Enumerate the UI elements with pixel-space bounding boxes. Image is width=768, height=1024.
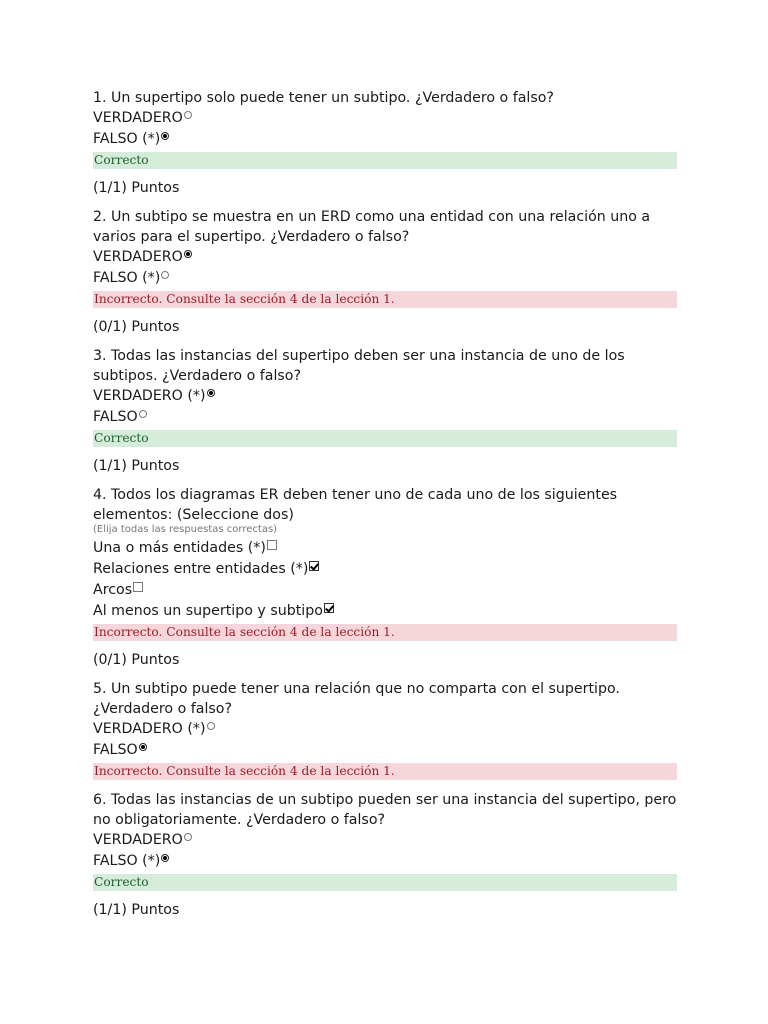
option-label: FALSO (*)	[93, 270, 161, 286]
points-score: (1/1) Puntos	[93, 180, 180, 196]
answer-option[interactable]	[93, 830, 677, 851]
answer-option[interactable]	[93, 268, 677, 289]
question-4	[93, 485, 677, 670]
question-2	[93, 207, 677, 337]
checkbox-icon[interactable]	[267, 540, 277, 550]
instruction-hint: (Elija todas las respuestas correctas)	[93, 524, 278, 535]
answer-option[interactable]	[93, 580, 677, 601]
radio-button-selected-icon[interactable]	[207, 389, 215, 397]
option-label: Relaciones entre entidades (*)	[93, 561, 309, 577]
radio-button-icon[interactable]	[161, 271, 169, 279]
points-score: (1/1) Puntos	[93, 902, 180, 918]
question-text: 4. Todos los diagramas ER deben tener uno de cada uno de los siguientes elementos: (Seleccione dos)	[93, 487, 618, 523]
question-5	[93, 679, 677, 780]
answer-option[interactable]	[93, 719, 677, 740]
radio-button-selected-icon[interactable]	[161, 132, 169, 140]
option-label: VERDADERO	[93, 832, 183, 848]
checkbox-icon[interactable]	[133, 582, 143, 592]
question-text: 3. Todas las instancias del supertipo deben ser una instancia de uno de los subtipos. ¿Verdadero o falso?	[93, 348, 625, 384]
points-score: (0/1) Puntos	[93, 319, 180, 335]
option-label: FALSO (*)	[93, 853, 161, 869]
option-label: Al menos un supertipo y subtipo	[93, 603, 323, 619]
radio-button-selected-icon[interactable]	[161, 854, 169, 862]
answer-option[interactable]	[93, 538, 677, 559]
points-score: (0/1) Puntos	[93, 652, 180, 668]
option-label: FALSO	[93, 742, 138, 758]
radio-button-icon[interactable]	[139, 410, 147, 418]
option-label: FALSO	[93, 409, 138, 425]
question-text: 2. Un subtipo se muestra en un ERD como una entidad con una relación uno a varios para el supertipo. ¿Verdadero o falso?	[93, 209, 651, 245]
quiz-results	[93, 88, 677, 920]
checkbox-checked-icon[interactable]	[324, 603, 334, 613]
option-label: VERDADERO	[93, 110, 183, 126]
answer-option[interactable]	[93, 740, 677, 761]
feedback-correct: Correcto	[93, 152, 677, 169]
feedback-incorrect: Incorrecto. Consulte la sección 4 de la lección 1.	[93, 763, 677, 780]
option-label: Arcos	[93, 582, 133, 598]
answer-option[interactable]	[93, 407, 677, 428]
answer-option[interactable]	[93, 601, 677, 622]
answer-option[interactable]	[93, 108, 677, 129]
question-text: 6. Todas las instancias de un subtipo pueden ser una instancia del supertipo, pero no obligatoriamente. ¿Verdadero o falso?	[93, 792, 677, 828]
question-text: 1. Un supertipo solo puede tener un subtipo. ¿Verdadero o falso?	[93, 90, 554, 106]
points-score: (1/1) Puntos	[93, 458, 180, 474]
question-text: 5. Un subtipo puede tener una relación que no comparta con el supertipo. ¿Verdadero o falso?	[93, 681, 620, 717]
question-3	[93, 346, 677, 476]
answer-option[interactable]	[93, 851, 677, 872]
question-1	[93, 88, 677, 198]
radio-button-selected-icon[interactable]	[184, 250, 192, 258]
checkbox-checked-icon[interactable]	[309, 561, 319, 571]
question-6	[93, 790, 677, 920]
answer-option[interactable]	[93, 386, 677, 407]
option-label: VERDADERO (*)	[93, 388, 206, 404]
answer-option[interactable]	[93, 247, 677, 268]
radio-button-icon[interactable]	[184, 111, 192, 119]
feedback-incorrect: Incorrecto. Consulte la sección 4 de la lección 1.	[93, 291, 677, 308]
feedback-correct: Correcto	[93, 874, 677, 891]
radio-button-icon[interactable]	[184, 833, 192, 841]
option-label: VERDADERO (*)	[93, 721, 206, 737]
radio-button-icon[interactable]	[207, 722, 215, 730]
feedback-correct: Correcto	[93, 430, 677, 447]
option-label: FALSO (*)	[93, 131, 161, 147]
answer-option[interactable]	[93, 129, 677, 150]
option-label: VERDADERO	[93, 249, 183, 265]
feedback-incorrect: Incorrecto. Consulte la sección 4 de la lección 1.	[93, 624, 677, 641]
radio-button-selected-icon[interactable]	[139, 743, 147, 751]
option-label: Una o más entidades (*)	[93, 540, 266, 556]
answer-option[interactable]	[93, 559, 677, 580]
